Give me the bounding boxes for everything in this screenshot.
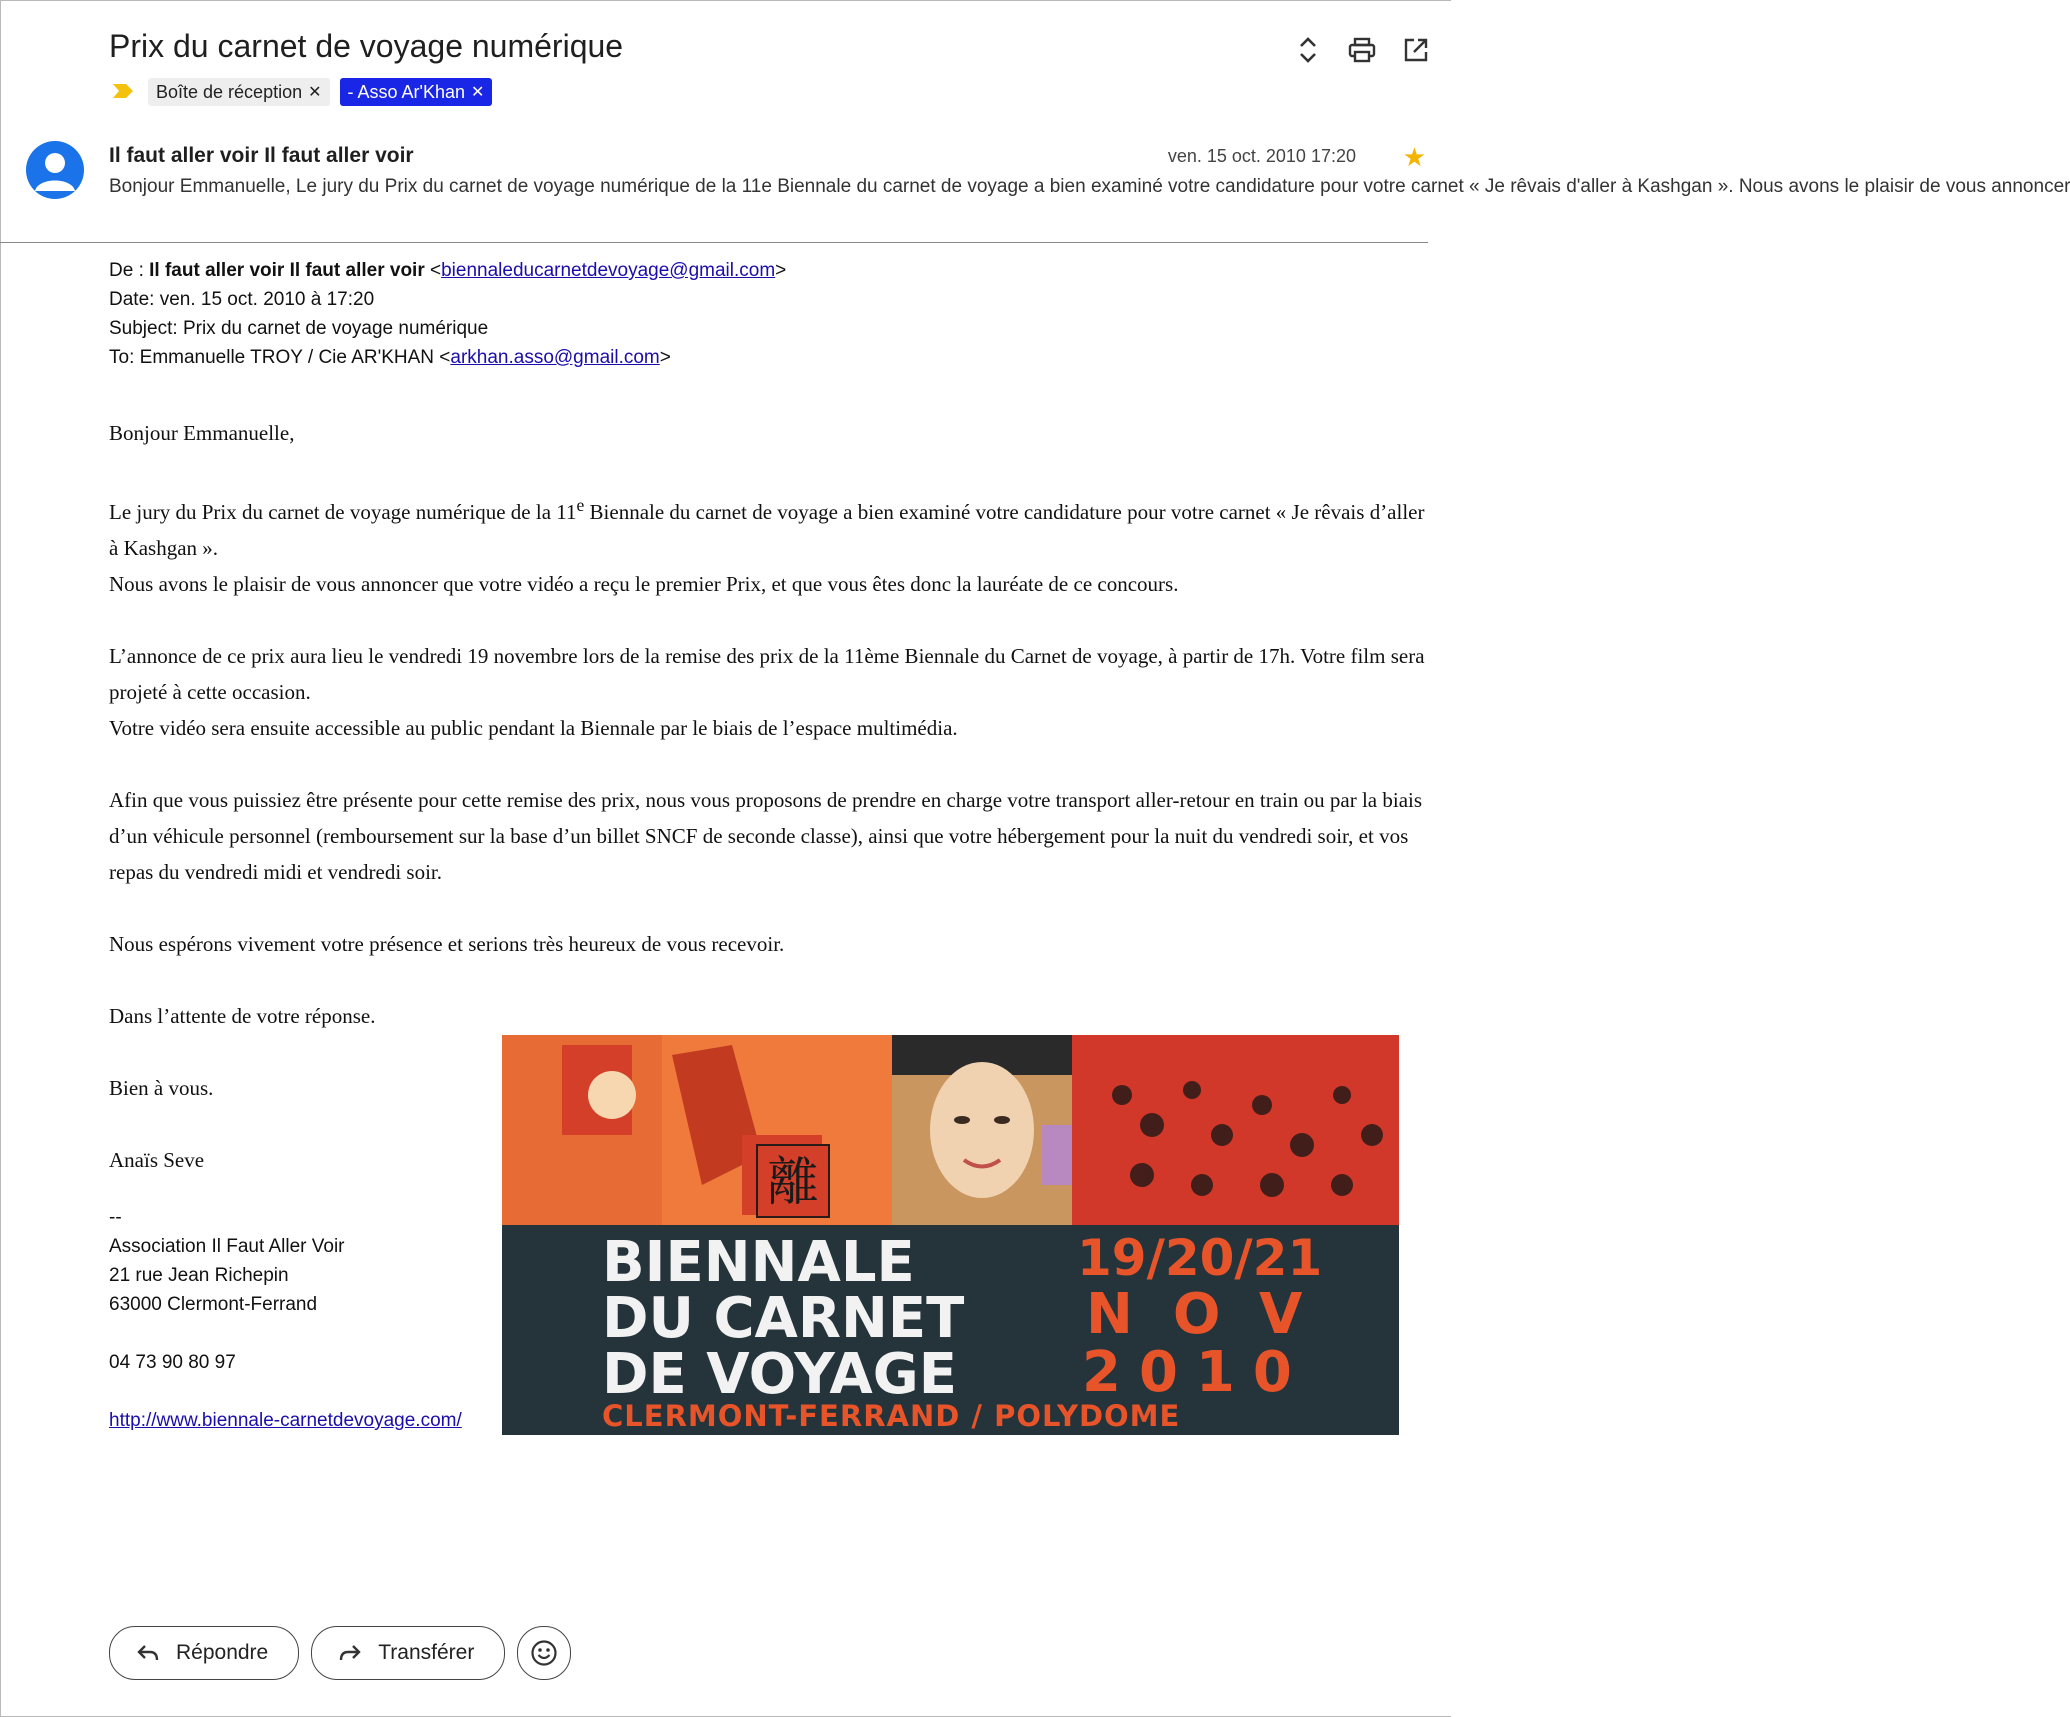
open-in-new-window-icon[interactable] [1400, 34, 1432, 66]
expand-collapse-icon[interactable] [1292, 34, 1324, 66]
sender-name[interactable]: Il faut aller voir Il faut aller voir [109, 144, 414, 167]
label-chip-text: Boîte de réception [156, 81, 303, 102]
reply-button[interactable] [109, 1626, 299, 1680]
star-icon[interactable]: ★ [1402, 142, 1426, 172]
poster-month: NOV [1086, 1282, 1343, 1347]
paragraph-4: Nous espérons vivement votre présence et serions très heureux de vous recevoir. [109, 932, 785, 956]
biennale-poster-image [502, 1035, 1399, 1435]
sender-avatar[interactable] [26, 141, 84, 199]
email-subject: Prix du carnet de voyage numérique [109, 28, 624, 64]
email-toolbar [1292, 34, 1432, 66]
seal-character: 離 [766, 1153, 820, 1213]
remove-label-icon[interactable]: ✕ [308, 84, 322, 101]
reply-button-label: Répondre [176, 1641, 269, 1664]
reply-icon [136, 1643, 160, 1663]
header-date: Date: ven. 15 oct. 2010 à 17:20 [109, 289, 375, 310]
forward-button[interactable] [311, 1626, 505, 1680]
signature-org: Association Il Faut Aller Voir [109, 1236, 345, 1257]
poster-place: CLERMONT-FERRAND / POLYDOME [602, 1399, 1181, 1433]
header-subject: Subject: Prix du carnet de voyage numérique [109, 318, 489, 339]
message-date: ven. 15 oct. 2010 17:20 [1167, 146, 1356, 166]
paragraph-2: L’annonce de ce prix aura lieu le vendredi 19 novembre lors de la remise des prix de la 11ème Biennale du Carnet de voyage, à partir de 17h. Votre film sera projeté à cette occasion. Votre vidéo sera ensuite accessible au public pendant la Biennale par le biais de l’espace multimédia. [109, 644, 1425, 740]
poster-line-2: DU CARNET [602, 1286, 965, 1351]
poster-line-1: BIENNALE [602, 1230, 915, 1295]
remove-label-icon[interactable]: ✕ [471, 84, 485, 101]
forward-button-label: Transférer [378, 1641, 475, 1664]
signature-phone: 04 73 90 80 97 [109, 1352, 236, 1373]
person-icon [26, 141, 84, 199]
poster-dates: 19/20/21 [1077, 1229, 1323, 1287]
closing: Bien à vous. [109, 1076, 214, 1100]
message-snippet: Bonjour Emmanuelle, Le jury du Prix du carnet de voyage numérique de la 11e Biennale du carnet de voyage a bien examiné votre candidature pour votre carnet « Je rêvais d'aller à Kashgan ». Nous avons le plaisir de vous annoncer [109, 176, 2070, 197]
author: Anaïs Seve [109, 1148, 205, 1172]
signature-url[interactable]: http://www.biennale-carnetdevoyage.com/ [109, 1410, 462, 1431]
signature: -- Association Il Faut Aller Voir 21 rue Jean Richepin 63000 Clermont-Ferrand 04 73 90 80 97 http://www.biennale-carnetdevoyage.com/ [109, 1203, 462, 1435]
header-from: De : Il faut aller voir Il faut aller voir <biennaleducarnetdevoyage@gmail.com> [109, 260, 787, 281]
emoji-reaction-button[interactable] [517, 1626, 571, 1680]
label-chip-inbox[interactable] [148, 78, 330, 106]
paragraph-3: Afin que vous puissiez être présente pour cette remise des prix, nous vous proposons de prendre en charge votre transport aller-retour en train ou par la biais d’un véhicule personnel (remboursement sur la base d’un billet SNCF de seconde classe), ainsi que votre hébergement pour la nuit du vendredi soir, et vos repas du vendredi midi et vendredi soir. [109, 788, 1423, 884]
poster-year: 2010 [1082, 1340, 1310, 1405]
message-actions [109, 1626, 571, 1680]
header-from-email[interactable]: biennaleducarnetdevoyage@gmail.com [441, 260, 776, 281]
header-to: To: Emmanuelle TROY / Cie AR'KHAN <arkhan.asso@gmail.com> [109, 347, 671, 368]
paragraph-1: Le jury du Prix du carnet de voyage numérique de la 11e Biennale du carnet de voyage a bien examiné votre candidature pour votre carnet « Je rêvais d’aller à Kashgan ». Nous avons le plaisir de vous annoncer que votre vidéo a reçu le premier Prix, et que vous êtes donc la lauréate de ce concours. [109, 495, 1425, 596]
paragraph-5: Dans l’attente de votre réponse. [109, 1004, 376, 1028]
label-chip-text: - Asso Ar'Khan [347, 81, 466, 102]
divider [0, 242, 1428, 243]
forwarded-headers [109, 256, 786, 372]
signature-city: 63000 Clermont-Ferrand [109, 1294, 318, 1315]
header-to-email[interactable]: arkhan.asso@gmail.com [450, 347, 660, 368]
poster-line-3: DE VOYAGE [602, 1342, 957, 1407]
print-icon[interactable] [1346, 34, 1378, 66]
header-from-name: Il faut aller voir Il faut aller voir [149, 260, 425, 281]
label-row [112, 78, 492, 106]
smiley-icon [530, 1639, 558, 1667]
importance-marker-icon[interactable] [112, 79, 138, 105]
greeting: Bonjour Emmanuelle, [109, 421, 295, 445]
forward-icon [338, 1643, 362, 1663]
signature-street: 21 rue Jean Richepin [109, 1265, 289, 1286]
label-chip-asso-arkhan[interactable] [340, 78, 493, 106]
